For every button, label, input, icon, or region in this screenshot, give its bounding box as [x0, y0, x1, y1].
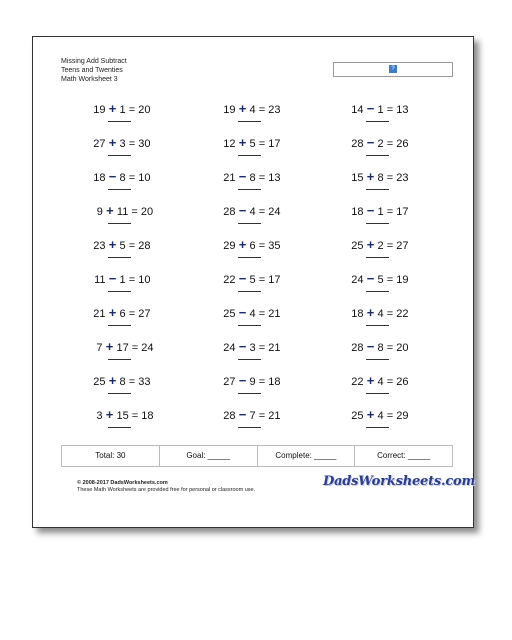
answer-blank[interactable] — [366, 427, 389, 428]
problem-item — [327, 373, 427, 403]
answer-blank[interactable] — [238, 121, 261, 122]
first-operand: 21 — [93, 308, 106, 320]
answer-blank[interactable] — [108, 189, 131, 190]
first-operand: 22 — [223, 274, 236, 286]
minus-icon: − — [238, 339, 247, 354]
first-operand: 9 — [96, 206, 103, 218]
first-operand: 25 — [351, 410, 364, 422]
plus-icon: + — [108, 135, 117, 150]
first-operand: 18 — [93, 172, 106, 184]
equation-rest: 5 = 17 — [249, 274, 281, 286]
problem-item — [199, 305, 299, 335]
equation-rest: 4 = 23 — [249, 104, 281, 116]
usage-line: These Math Worksheets are provided free for personal or classroom use. — [77, 487, 256, 493]
first-operand: 29 — [223, 240, 236, 252]
header-subtitle: Teens and Twenties — [61, 67, 123, 74]
plus-icon: + — [105, 407, 114, 422]
problem-item — [199, 407, 299, 437]
minus-icon: − — [238, 305, 247, 320]
correct-field: Correct: _____ — [377, 451, 431, 460]
problem-item — [69, 271, 169, 301]
answer-blank[interactable] — [108, 325, 131, 326]
answer-blank[interactable] — [366, 257, 389, 258]
answer-blank[interactable] — [108, 291, 131, 292]
plus-icon: + — [366, 237, 375, 252]
plus-icon: + — [108, 373, 117, 388]
answer-blank[interactable] — [238, 189, 261, 190]
first-operand: 18 — [351, 308, 364, 320]
first-operand: 27 — [223, 376, 236, 388]
answer-blank[interactable] — [366, 223, 389, 224]
problem-item — [199, 271, 299, 301]
equation-rest: 5 = 19 — [377, 274, 409, 286]
first-operand: 21 — [223, 172, 236, 184]
answer-blank[interactable] — [108, 359, 131, 360]
problem-item — [327, 407, 427, 437]
equation-rest: 8 = 10 — [119, 172, 151, 184]
answer-blank[interactable] — [238, 291, 261, 292]
equation-rest: 8 = 23 — [377, 172, 409, 184]
equation-rest: 6 = 27 — [119, 308, 151, 320]
answer-blank[interactable] — [108, 121, 131, 122]
plus-icon: + — [366, 305, 375, 320]
problem-item — [69, 101, 169, 131]
equation-rest: 6 = 35 — [249, 240, 281, 252]
equation-rest: 4 = 29 — [377, 410, 409, 422]
problem-item — [199, 101, 299, 131]
equation-rest: 4 = 24 — [249, 206, 281, 218]
first-operand: 28 — [351, 342, 364, 354]
equation-rest: 5 = 28 — [119, 240, 151, 252]
problem-item — [327, 169, 427, 199]
minus-icon: − — [238, 271, 247, 286]
plus-icon: + — [108, 305, 117, 320]
problem-item — [69, 237, 169, 267]
plus-icon: + — [108, 237, 117, 252]
equation-rest: 9 = 18 — [249, 376, 281, 388]
problem-item — [327, 305, 427, 335]
first-operand: 11 — [94, 274, 106, 286]
problem-item — [199, 339, 299, 369]
plus-icon: + — [106, 203, 114, 218]
total-count: Total: 30 — [62, 446, 160, 466]
equation-rest: 3 = 30 — [119, 138, 151, 150]
problem-item — [327, 101, 427, 131]
minus-icon: − — [238, 203, 247, 218]
minus-icon: − — [238, 373, 247, 388]
answer-blank[interactable] — [366, 393, 389, 394]
equation-rest: 4 = 22 — [377, 308, 409, 320]
first-operand: 3 — [96, 410, 103, 422]
first-operand: 18 — [351, 206, 364, 218]
problem-item — [69, 169, 169, 199]
equation-rest: 17 = 24 — [116, 342, 154, 354]
answer-blank[interactable] — [238, 155, 261, 156]
complete-field: Complete: _____ — [258, 446, 356, 466]
copyright-line: © 2008-2017 DadsWorksheets.com — [77, 480, 168, 486]
problem-item — [199, 169, 299, 199]
minus-icon: − — [366, 203, 375, 218]
answer-blank[interactable] — [238, 257, 261, 258]
problem-item — [69, 203, 169, 233]
answer-blank[interactable] — [366, 359, 389, 360]
header-title: Missing Add Subtract — [61, 58, 127, 65]
minus-icon: − — [366, 135, 375, 150]
equation-rest: 7 = 21 — [249, 410, 281, 422]
equation-rest: 11 = 20 — [116, 206, 154, 218]
answer-blank[interactable] — [108, 427, 131, 428]
plus-icon: + — [366, 407, 375, 422]
answer-blank[interactable] — [108, 223, 131, 224]
problem-item — [69, 407, 169, 437]
plus-icon: + — [366, 169, 375, 184]
minus-icon: − — [366, 271, 375, 286]
header-worksheet-number: Math Worksheet 3 — [61, 76, 118, 83]
answer-blank[interactable] — [366, 121, 389, 122]
answer-blank[interactable] — [108, 257, 131, 258]
answer-blank[interactable] — [366, 155, 389, 156]
plus-icon: + — [105, 339, 114, 354]
problem-item — [327, 203, 427, 233]
plus-icon: + — [238, 135, 247, 150]
problem-item — [199, 135, 299, 165]
answer-blank[interactable] — [366, 291, 389, 292]
first-operand: 19 — [223, 104, 236, 116]
problem-item — [69, 305, 169, 335]
answer-blank[interactable] — [108, 393, 131, 394]
answer-blank[interactable] — [238, 359, 261, 360]
first-operand: 22 — [351, 376, 364, 388]
equation-rest: 1 = 20 — [119, 104, 151, 116]
goal-field: Goal: _____ — [160, 446, 258, 466]
answer-blank[interactable] — [238, 393, 261, 394]
problem-item — [199, 203, 299, 233]
minus-icon: − — [108, 271, 117, 286]
problem-item — [69, 373, 169, 403]
equation-rest: 1 = 13 — [377, 104, 409, 116]
first-operand: 19 — [93, 104, 106, 116]
first-operand: 14 — [351, 104, 364, 116]
problem-item — [199, 237, 299, 267]
first-operand: 27 — [93, 138, 106, 150]
problem-item — [199, 373, 299, 403]
first-operand: 25 — [351, 240, 364, 252]
plus-icon: + — [238, 101, 247, 116]
first-operand: 25 — [223, 308, 236, 320]
problem-item — [327, 237, 427, 267]
first-operand: 12 — [223, 138, 236, 150]
site-logo: DadsWorksheets.com — [323, 474, 476, 489]
first-operand: 7 — [96, 342, 103, 354]
first-operand: 25 — [93, 376, 106, 388]
equation-rest: 8 = 33 — [119, 376, 151, 388]
name-box[interactable] — [333, 62, 453, 77]
equation-rest: 15 = 18 — [116, 410, 154, 422]
problem-item — [327, 271, 427, 301]
first-operand: 24 — [223, 342, 236, 354]
equation-rest: 2 = 27 — [377, 240, 409, 252]
problem-item — [69, 135, 169, 165]
equation-rest: 3 = 21 — [249, 342, 281, 354]
minus-icon: − — [238, 169, 247, 184]
equation-rest: 8 = 20 — [377, 342, 409, 354]
first-operand: 23 — [93, 240, 106, 252]
first-operand: 28 — [351, 138, 364, 150]
problem-item — [327, 339, 427, 369]
plus-icon: + — [238, 237, 247, 252]
copyright-notice — [77, 480, 255, 494]
equation-rest: 4 = 26 — [377, 376, 409, 388]
problem-item — [327, 135, 427, 165]
plus-icon: + — [108, 101, 117, 116]
equation-rest: 4 = 21 — [249, 308, 281, 320]
answer-blank[interactable] — [238, 223, 261, 224]
score-bar — [61, 445, 453, 467]
answer-blank[interactable] — [366, 189, 389, 190]
minus-icon: − — [366, 101, 375, 116]
minus-icon: − — [366, 339, 375, 354]
plus-icon: + — [366, 373, 375, 388]
problem-item — [69, 339, 169, 369]
worksheet-header — [61, 57, 127, 84]
answer-blank[interactable] — [366, 325, 389, 326]
minus-icon: − — [238, 407, 247, 422]
help-icon[interactable]: ? — [389, 65, 397, 73]
answer-blank[interactable] — [238, 427, 261, 428]
equation-rest: 1 = 10 — [119, 274, 151, 286]
equation-rest: 1 = 17 — [377, 206, 409, 218]
minus-icon: − — [108, 169, 117, 184]
first-operand: 24 — [351, 274, 364, 286]
equation-rest: 5 = 17 — [249, 138, 281, 150]
first-operand: 28 — [223, 206, 236, 218]
first-operand: 15 — [351, 172, 364, 184]
equation-rest: 8 = 13 — [249, 172, 281, 184]
answer-blank[interactable] — [238, 325, 261, 326]
answer-blank[interactable] — [108, 155, 131, 156]
worksheet-page — [32, 36, 474, 528]
equation-rest: 2 = 26 — [377, 138, 409, 150]
first-operand: 28 — [223, 410, 236, 422]
